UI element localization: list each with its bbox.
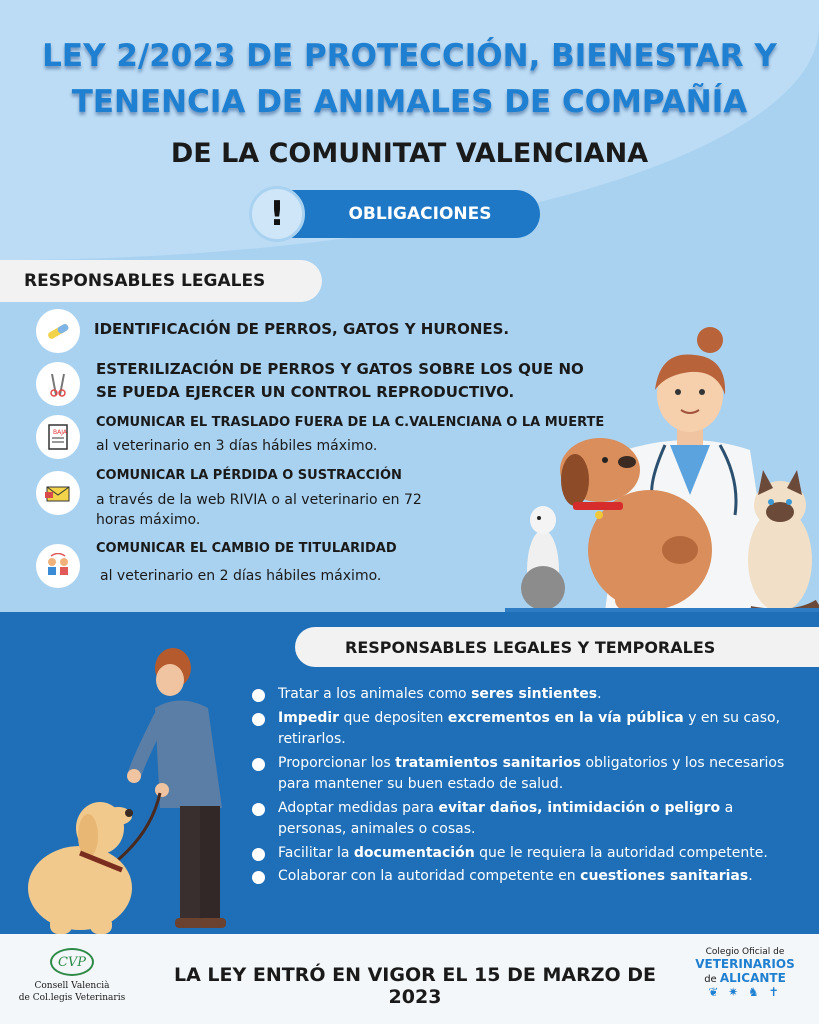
bullet-dot-icon (252, 848, 265, 861)
vet-with-pets-illustration (505, 320, 819, 632)
obligation-bullet (252, 798, 802, 841)
bullet-text: Proporcionar los (278, 754, 396, 771)
mail-icon (36, 471, 80, 515)
footer-date-text: LA LEY ENTRÓ EN VIGOR EL 15 DE MARZO DE 2023 (173, 964, 657, 1008)
item-esterilizacion: ESTERILIZACIÓN DE PERROS Y GATOS SOBRE LOS QUE NO SE PUEDA EJERCER UN CONTROL REPRODUCTIVO. (96, 360, 584, 401)
bullet-dot-icon (252, 803, 265, 816)
title-line-1: LEY 2/2023 DE PROTECCIÓN, BIENESTAR Y (42, 38, 777, 74)
bullet-text: Facilitar la (278, 844, 354, 861)
bullet-dot-icon (252, 871, 265, 884)
obligation-bullet (252, 708, 802, 751)
svg-text:BAJA: BAJA (53, 429, 67, 436)
bullet-text: Tratar a los animales como (278, 686, 472, 702)
bullet-text: que le requiera la autoridad competente. (474, 844, 768, 861)
logo-animal-icons: ❦ ✷ ♞ ✝ (708, 985, 782, 999)
subtitle: DE LA COMUNITAT VALENCIANA (170, 138, 649, 169)
obligation-bullet (252, 753, 802, 796)
responsables-temporales-heading: RESPONSABLES LEGALES Y TEMPORALES (295, 627, 819, 667)
bullet-dot-icon (252, 713, 265, 726)
logo-right-line2: VETERINARIOS (695, 957, 795, 971)
bullet-emphasis: excrementos en la vía pública (447, 709, 684, 726)
bullet-emphasis: Impedir (278, 709, 340, 726)
cvp-logo-mark: CVP (50, 948, 94, 976)
obligation-bullet (252, 843, 802, 865)
obligations-bullet-list (252, 684, 802, 890)
bullet-emphasis: evitar daños, intimidación o peligro (438, 799, 721, 816)
logo-right-alicante: ALICANTE (719, 971, 786, 985)
bullet-emphasis: tratamientos sanitarios (395, 754, 582, 771)
bullet-text: . (597, 686, 602, 702)
people-exchange-icon (36, 544, 80, 588)
bullet-emphasis: seres sintientes (471, 686, 598, 702)
logo-right-line1: Colegio Oficial de (705, 947, 785, 957)
bullet-text: obligatorios y los necesarios para mantener su buen estado de salud. (278, 754, 785, 792)
logo-right-de: de (704, 974, 720, 985)
item-traslado: COMUNICAR EL TRASLADO FUERA DE LA C.VALENCIANA O LA MUERTE (96, 415, 605, 430)
logo-right-line3 (680, 971, 810, 985)
syringe-icon (36, 309, 80, 353)
item-titularidad: COMUNICAR EL CAMBIO DE TITULARIDAD (96, 541, 397, 556)
bullet-dot-icon (252, 689, 265, 702)
bullet-emphasis: documentación (353, 844, 475, 861)
colegio-veterinarios-logo (680, 947, 810, 999)
item-traslado-detail: al veterinario en 3 días hábiles máximo. (96, 438, 378, 454)
bullet-text: Colaborar con la autoridad competente en (278, 868, 581, 884)
consell-valencia-logo (12, 948, 132, 1004)
man-with-dog-illustration (10, 648, 240, 934)
obligation-bullet (252, 866, 802, 888)
bullet-emphasis: cuestiones sanitarias (580, 868, 749, 884)
bullet-dot-icon (252, 758, 265, 771)
bullet-text: y en su caso, retirarlos. (278, 709, 781, 747)
bullet-text: que depositen (339, 709, 448, 726)
bullet-text: . (748, 868, 753, 884)
title-line-2: TENENCIA DE ANIMALES DE COMPAÑÍA (71, 84, 748, 120)
bullet-text: Adoptar medidas para (278, 799, 439, 816)
logo-left-line1: Consell Valencià (34, 981, 110, 991)
item-perdida: COMUNICAR LA PÉRDIDA O SUSTRACCIÓN (96, 468, 402, 483)
obligaciones-pill: OBLIGACIONES (270, 190, 540, 238)
obligation-bullet (252, 684, 802, 706)
bullet-text: a personas, animales o cosas. (278, 799, 734, 837)
responsables-legales-heading: RESPONSABLES LEGALES (0, 260, 322, 302)
surgical-tools-icon (36, 362, 80, 406)
logo-left-line2: de Col.legis Veterinaris (18, 993, 126, 1003)
item-perdida-detail: a través de la web RIVIA o al veterinario en 72 horas máximo. (96, 492, 422, 528)
document-icon (36, 415, 80, 459)
exclamation-icon: ! (249, 186, 305, 242)
item-titularidad-detail: al veterinario en 2 días hábiles máximo. (100, 568, 382, 584)
item-identificacion: IDENTIFICACIÓN DE PERROS, GATOS Y HURONES. (94, 320, 510, 338)
